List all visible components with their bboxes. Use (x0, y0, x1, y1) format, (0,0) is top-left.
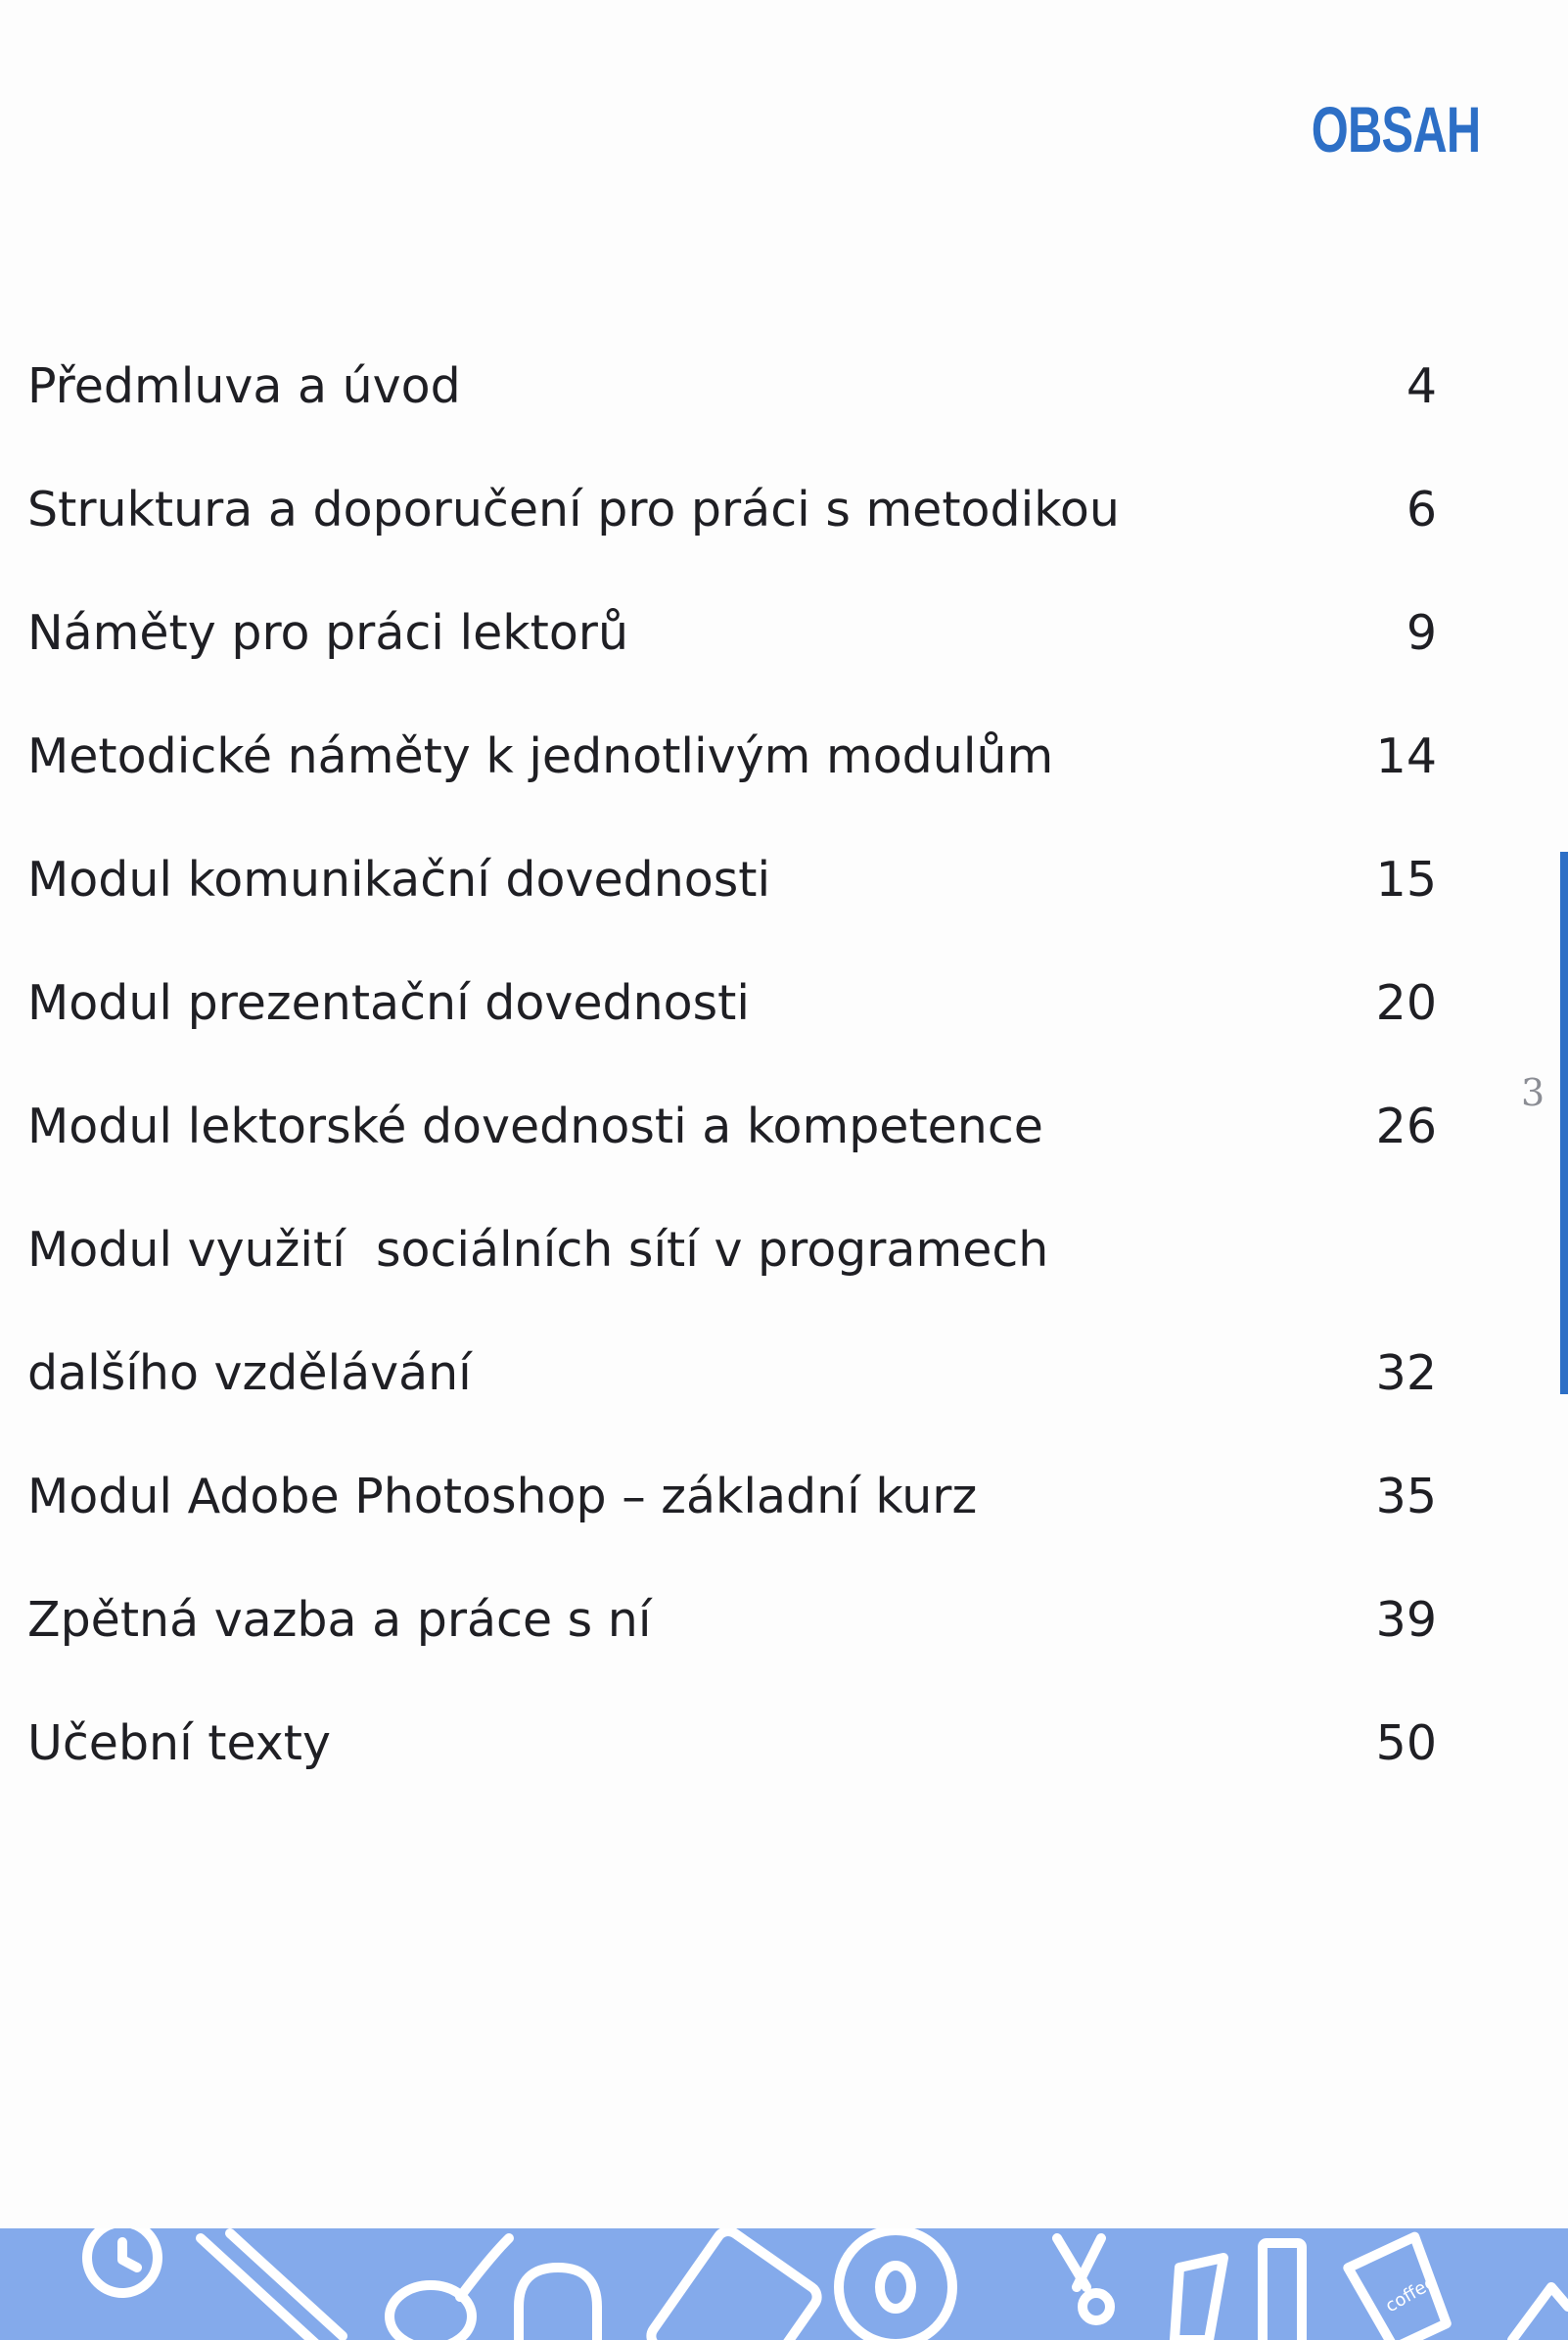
toc-label: Předmluva a úvod (27, 358, 461, 414)
clock-icon (87, 2228, 158, 2293)
glasses-icon (1512, 2287, 1568, 2340)
pen-icon (201, 2233, 343, 2340)
toc-page-number: 32 (1375, 1345, 1437, 1401)
toc-row (27, 1443, 1437, 1567)
toc-page-number: 9 (1406, 605, 1437, 661)
toc-label: dalšího vzdělávání (27, 1345, 472, 1401)
toc-page-number: 39 (1375, 1592, 1437, 1648)
side-accent-bar (1560, 852, 1568, 1394)
magnet-icon (519, 2268, 597, 2340)
glasses-icon (839, 2230, 952, 2340)
toc-row (27, 333, 1437, 456)
toc-label: Zpětná vazba a práce s ní (27, 1592, 652, 1648)
scissors-icon (1057, 2238, 1110, 2320)
toc-row (27, 580, 1437, 703)
toc-label: Struktura a doporučení pro práci s metodikou (27, 482, 1120, 538)
toc-row (27, 826, 1437, 950)
footer-illustration (0, 2228, 1568, 2340)
toc-page-number: 15 (1375, 852, 1437, 908)
toc-page-number: 6 (1406, 482, 1437, 538)
toc-label: Modul prezentační dovednosti (27, 975, 750, 1031)
toc-row (27, 1690, 1437, 1813)
toc-row (27, 1073, 1437, 1196)
toc-label: Učební texty (27, 1715, 332, 1771)
toc-row (27, 703, 1437, 826)
toc-row (27, 950, 1437, 1073)
table-of-contents (27, 333, 1437, 1813)
toc-label: Metodické náměty k jednotlivým modulům (27, 728, 1054, 784)
toc-page-number: 14 (1375, 728, 1437, 784)
toc-label: Modul komunikační dovednosti (27, 852, 771, 908)
page-title: OBSAH (1311, 93, 1481, 165)
toc-label: Náměty pro práci lektorů (27, 605, 629, 661)
toc-page-number: 20 (1375, 975, 1437, 1031)
ruler-icon (1263, 2243, 1302, 2340)
toc-label: Modul využití sociálních sítí v programech (27, 1222, 1049, 1278)
toc-label: Modul lektorské dovednosti a kompetence (27, 1099, 1043, 1154)
toc-row (27, 1567, 1437, 1690)
footer-decoration-band (0, 2228, 1568, 2340)
toc-row (27, 1320, 1437, 1443)
page-number: 3 (1521, 1071, 1545, 1114)
toc-page-number: 4 (1406, 358, 1437, 414)
tube-icon (1175, 2258, 1223, 2340)
toc-row (27, 456, 1437, 580)
toc-row (27, 1196, 1437, 1320)
toc-label: Modul Adobe Photoshop – základní kurz (27, 1469, 978, 1524)
glasses-icon (390, 2238, 509, 2340)
calculator-icon (647, 2228, 822, 2340)
toc-page-number: 26 (1375, 1099, 1437, 1154)
toc-page-number: 50 (1375, 1715, 1437, 1771)
toc-page-number: 35 (1375, 1469, 1437, 1524)
coffee-cup-label: coffee (1382, 2271, 1440, 2317)
